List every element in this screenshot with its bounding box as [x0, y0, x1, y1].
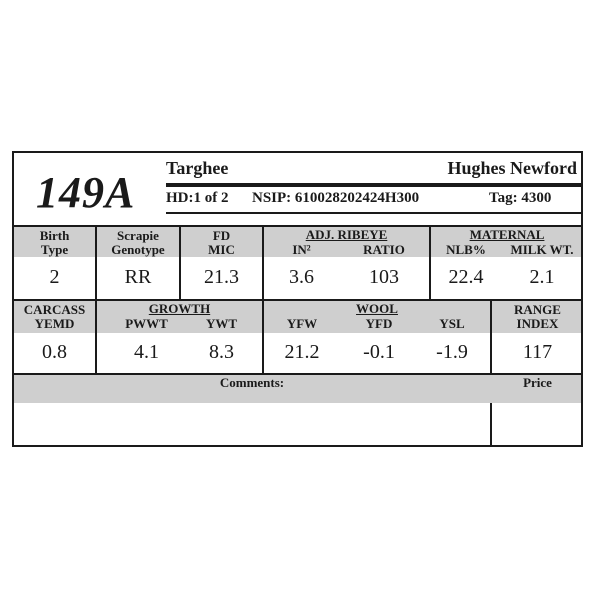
fd-mic-header: FD MIC	[208, 228, 235, 257]
birth-type-header: Birth Type	[39, 228, 70, 257]
nsip-id: NSIP: 610028202424H300	[252, 190, 420, 206]
pwwt-header: PWWT	[125, 316, 168, 331]
ribeye-in2-header: IN²	[292, 242, 311, 257]
breed: Targhee	[166, 158, 229, 178]
ysl-value: -1.9	[436, 341, 468, 363]
fd-mic-value: 21.3	[204, 266, 239, 288]
wool-group-header: WOOL	[356, 301, 398, 316]
carcass-yemd-value: 0.8	[42, 341, 67, 363]
price-header: Price	[523, 375, 552, 390]
nlb-value: 22.4	[448, 266, 484, 288]
header-rule-top	[166, 183, 581, 187]
scrapie-value: RR	[124, 266, 152, 288]
scrapie-header: Scrapie Genotype	[111, 228, 165, 257]
header-rule-bottom	[166, 212, 581, 214]
pwwt-value: 4.1	[134, 341, 159, 363]
owner-name: Hughes Newford	[447, 158, 577, 178]
yfd-value: -0.1	[363, 341, 395, 363]
lot-number: 149A	[36, 168, 136, 217]
range-index-header: RANGE INDEX	[514, 302, 561, 331]
nlb-header: NLB%	[446, 242, 486, 257]
ywt-header: YWT	[205, 316, 238, 331]
sale-lot-card	[12, 151, 583, 447]
range-index-value: 117	[522, 341, 553, 363]
hd-info: HD:1 of 2	[166, 190, 229, 206]
adj-ribeye-group-header: ADJ. RIBEYE	[305, 227, 388, 242]
carcass-yemd-header: CARCASS YEMD	[23, 302, 86, 331]
milk-wt-header: MILK WT.	[510, 242, 574, 257]
maternal-group-header: MATERNAL	[469, 227, 545, 242]
yfw-header: YFW	[286, 316, 318, 331]
yfd-header: YFD	[365, 316, 393, 331]
tag-number: Tag: 4300	[489, 190, 552, 206]
yfw-value: 21.2	[284, 341, 320, 363]
ribeye-ratio-header: RATIO	[363, 242, 405, 257]
comments-header: Comments:	[219, 375, 285, 390]
birth-type-value: 2	[49, 266, 60, 288]
ribeye-in2-value: 3.6	[289, 266, 314, 288]
ribeye-ratio-value: 103	[369, 266, 399, 288]
ywt-value: 8.3	[209, 341, 234, 363]
growth-group-header: GROWTH	[148, 301, 211, 316]
ysl-header: YSL	[439, 316, 465, 331]
milk-wt-value: 2.1	[529, 266, 555, 288]
